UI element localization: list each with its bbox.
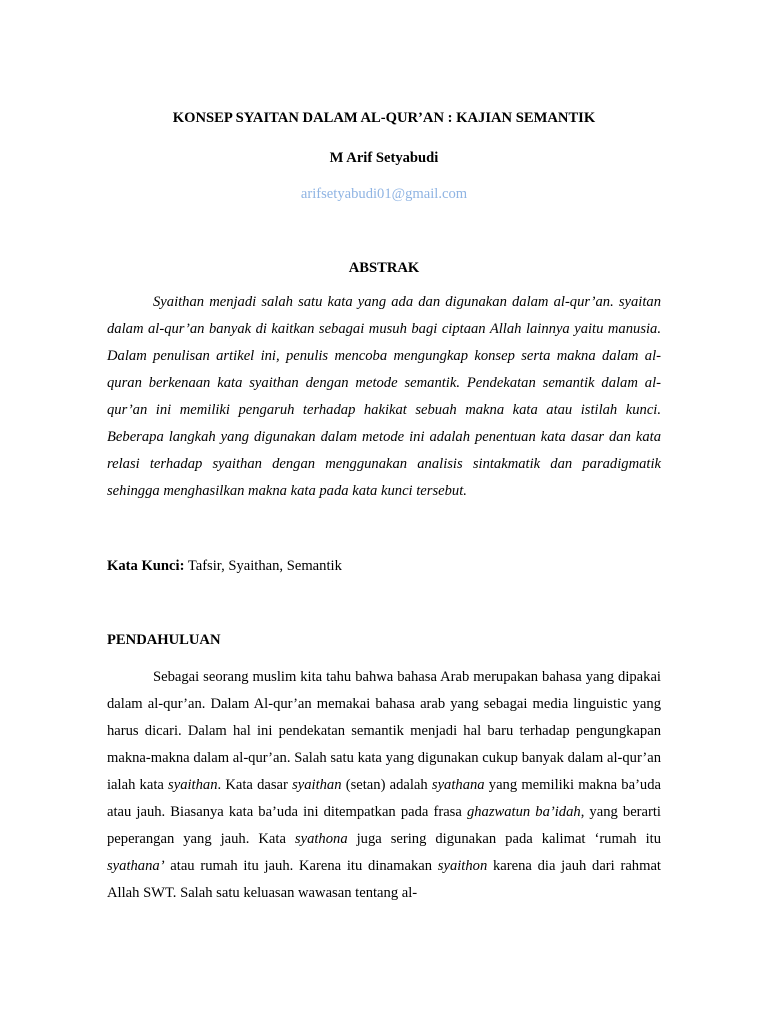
body-text bbox=[107, 664, 661, 907]
body-text-span: Sebagai seorang muslim kita tahu bahwa bahasa Arab merupakan bahasa yang dipakai dalam al-qur’an. Dalam Al-qur’an memakai bahasa arab yang sebagai media linguistic yang harus dicari. Dalam hal ini pendekatan semantik menjadi hal baru terhadap pengungkapan makna-makna dalam al-qur’an. Salah satu kata yang digunakan cukup banyak dalam al-qur’an ialah kata bbox=[107, 669, 661, 793]
abstract-text bbox=[107, 289, 661, 505]
body-italic-term: syaithan bbox=[292, 777, 342, 793]
body-paragraph bbox=[107, 664, 661, 907]
body-text-span: atau rumah itu jauh. Karena itu dinamakan bbox=[164, 858, 438, 874]
body-italic-term: syathana bbox=[431, 777, 485, 793]
abstract-paragraph: Syaithan menjadi salah satu kata yang ada dan digunakan dalam al-qur’an. syaitan dalam al-qur’an banyak di kaitkan sebagai musuh bagi ciptaan Allah lainnya yaitu manusia. Dalam penulisan artikel ini, penulis mencoba mengungkap konsep serta makna dalam al-quran berkenaan kata syaithan dengan metode semantik. Pendekatan semantik dalam al-qur’an ini memiliki pengaruh terhadap hakikat sebuah makna kata atau istilah kunci. Beberapa langkah yang digunakan dalam metode ini adalah penentuan kata dasar dan kata relasi terhadap syaithan dengan menggunakan analisis sintakmatik dan paradigmatik sehingga menghasilkan makna kata pada kata kunci tersebut. bbox=[107, 294, 661, 499]
body-text-span: yang memiliki makna ba’uda atau jauh. Biasanya kata ba’uda ini ditempatkan pada frasa bbox=[107, 777, 662, 820]
keywords-line bbox=[107, 556, 342, 576]
body-text-span: , yang berarti peperangan yang jauh. Kata bbox=[107, 804, 661, 847]
body-text-span: karena dia jauh dari rahmat Allah SWT. Salah satu keluasan wawasan tentang al- bbox=[107, 858, 661, 901]
body-italic-term: ghazwatun ba’idah bbox=[466, 804, 581, 820]
abstract-heading: ABSTRAK bbox=[348, 260, 420, 276]
keywords-label: Kata Kunci: bbox=[107, 558, 185, 574]
paper-title: KONSEP SYAITAN DALAM AL-QUR’AN : KAJIAN SEMANTIK bbox=[172, 110, 596, 126]
body-text-span: (setan) adalah bbox=[341, 777, 432, 793]
section-heading: PENDAHULUAN bbox=[107, 632, 221, 648]
author-email[interactable]: arifsetyabudi01@gmail.com bbox=[300, 186, 468, 202]
body-italic-term: syathona bbox=[294, 831, 348, 847]
author-name: M Arif Setyabudi bbox=[329, 150, 439, 166]
body-text-span: . Kata dasar bbox=[217, 777, 293, 793]
body-text-span: juga sering digunakan pada kalimat ‘rumah itu bbox=[347, 831, 662, 847]
body-italic-term: syaithon bbox=[437, 858, 488, 874]
body-italic-term: syathana’ bbox=[107, 858, 165, 874]
body-italic-term: syaithan bbox=[168, 777, 218, 793]
keywords-value: Tafsir, Syaithan, Semantik bbox=[187, 558, 342, 574]
